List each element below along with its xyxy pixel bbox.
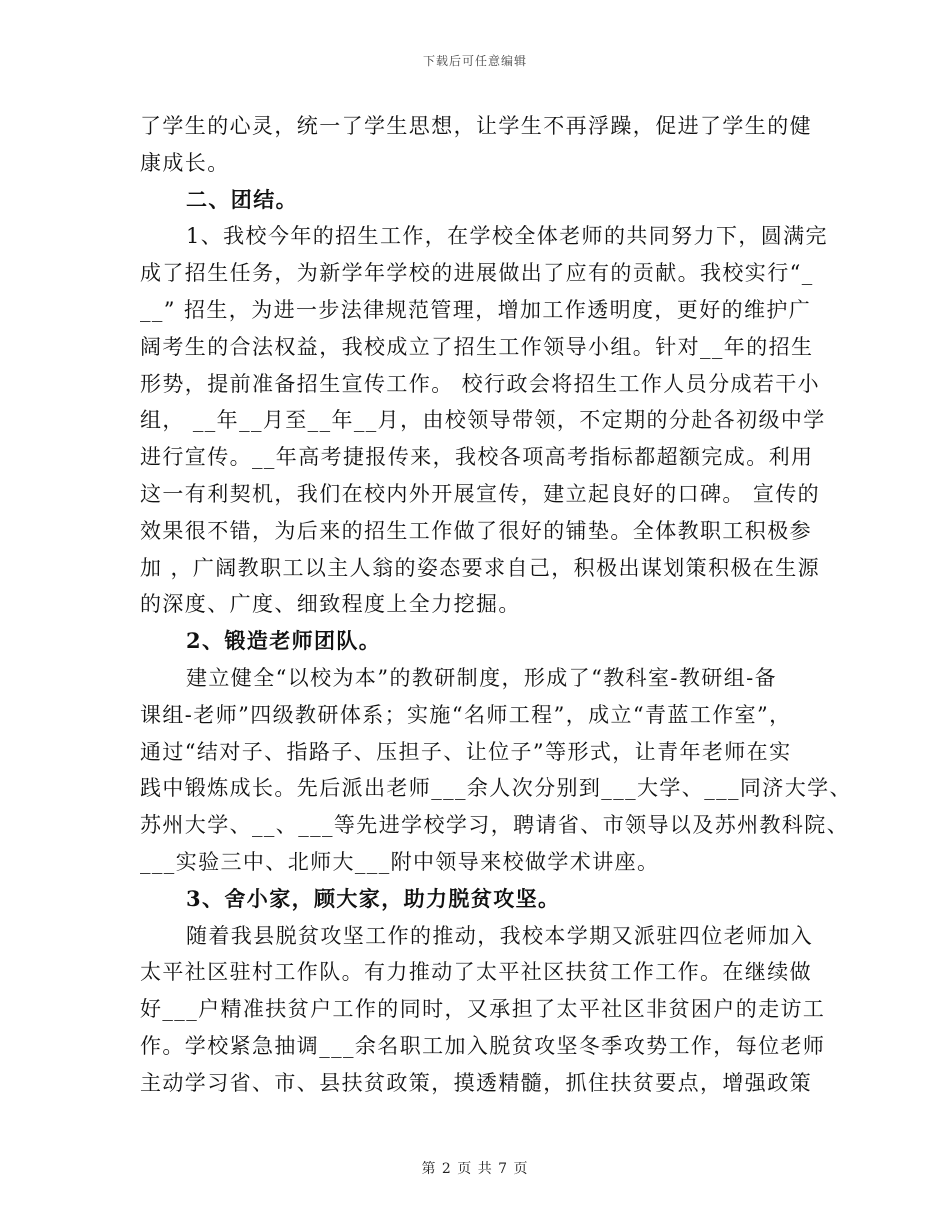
- page-number-footer: 第 2 页 共 7 页: [421, 1161, 529, 1177]
- section-heading: 二、团结。: [186, 186, 298, 212]
- body-text-line: 苏州大学、__、___等先进学校学习，聘请省、市领导以及苏州教科院、: [140, 813, 850, 838]
- body-text-line: 随着我县脱贫攻坚工作的推动，我校本学期又派驻四位老师加入: [186, 923, 814, 948]
- body-text-line: 进行宣传。__年高考捷报传来，我校各项高考指标都超额完成。利用: [140, 445, 814, 470]
- body-text-line: 建立健全“以校为本”的教研制度，形成了“教科室-教研组-备: [186, 665, 777, 690]
- body-text-line: 效果很不错，为后来的招生工作做了很好的铺垫。全体教职工积极参: [140, 518, 812, 543]
- body-text-line: 太平社区驻村工作队。有力推动了太平社区扶贫工作工作。在继续做: [140, 960, 812, 985]
- body-text-line: 这一有利契机，我们在校内外开展宣传，建立起良好的口碑。 宣传的: [140, 481, 821, 506]
- section-heading: 3、舍小家，顾大家，助力脱贫攻坚。: [186, 885, 561, 911]
- body-text-line: __” 招生，为进一步法律规范管理，增加工作透明度，更好的维护广: [140, 297, 812, 322]
- body-text-line: 的深度、广度、细致程度上全力挖掘。: [140, 592, 521, 617]
- body-text-line: 加 ，广阔教职工以主人翁的姿态要求自己，积极出谋划策积极在生源: [140, 555, 821, 580]
- body-text-line: 康成长。: [140, 150, 230, 175]
- body-text-line: 组， __年__月至__年__月，由校领导带领，不定期的分赴各初级中学: [140, 408, 826, 433]
- body-text-line: ___实验三中、北师大___附中领导来校做学术讲座。: [140, 849, 660, 874]
- document-body: [140, 108, 852, 1102]
- body-text-line: 成了招生任务，为新学年学校的进展做出了应有的贡献。我校实行“_: [140, 261, 814, 286]
- body-text-line: 作。学校紧急抽调___余名职工加入脱贫攻坚冬季攻势工作，每位老师: [140, 1033, 826, 1058]
- body-text-line: 课组-老师”四级教研体系；实施“名师工程”，成立“青蓝工作室”，: [140, 702, 792, 727]
- body-text-line: 阔考生的合法权益，我校成立了招生工作领导小组。针对__年的招生: [140, 334, 814, 359]
- body-text-line: 践中锻炼成长。先后派出老师___余人次分别到___大学、___同济大学、: [140, 776, 852, 801]
- body-text-line: 主动学习省、市、县扶贫政策，摸透精髓，抓住扶贫要点，增强政策: [140, 1070, 812, 1095]
- body-text-line: 形势，提前准备招生宣传工作。 校行政会将招生工作人员分成若干小: [140, 371, 821, 396]
- section-heading: 2、锻造老师团队。: [186, 628, 382, 654]
- header-note: 下载后可任意编辑: [422, 54, 527, 68]
- body-text-line: 通过“结对子、指路子、压担子、让位子”等形式，让青年老师在实: [140, 739, 792, 764]
- body-text-line: 了学生的心灵，统一了学生思想，让学生不再浮躁，促进了学生的健: [140, 114, 812, 138]
- body-text-line: 好___户精准扶贫户工作的同时，又承担了太平社区非贫困户的走访工: [140, 997, 826, 1022]
- body-text-line: 1、我校今年的招生工作，在学校全体老师的共同努力下，圆满完: [186, 224, 828, 249]
